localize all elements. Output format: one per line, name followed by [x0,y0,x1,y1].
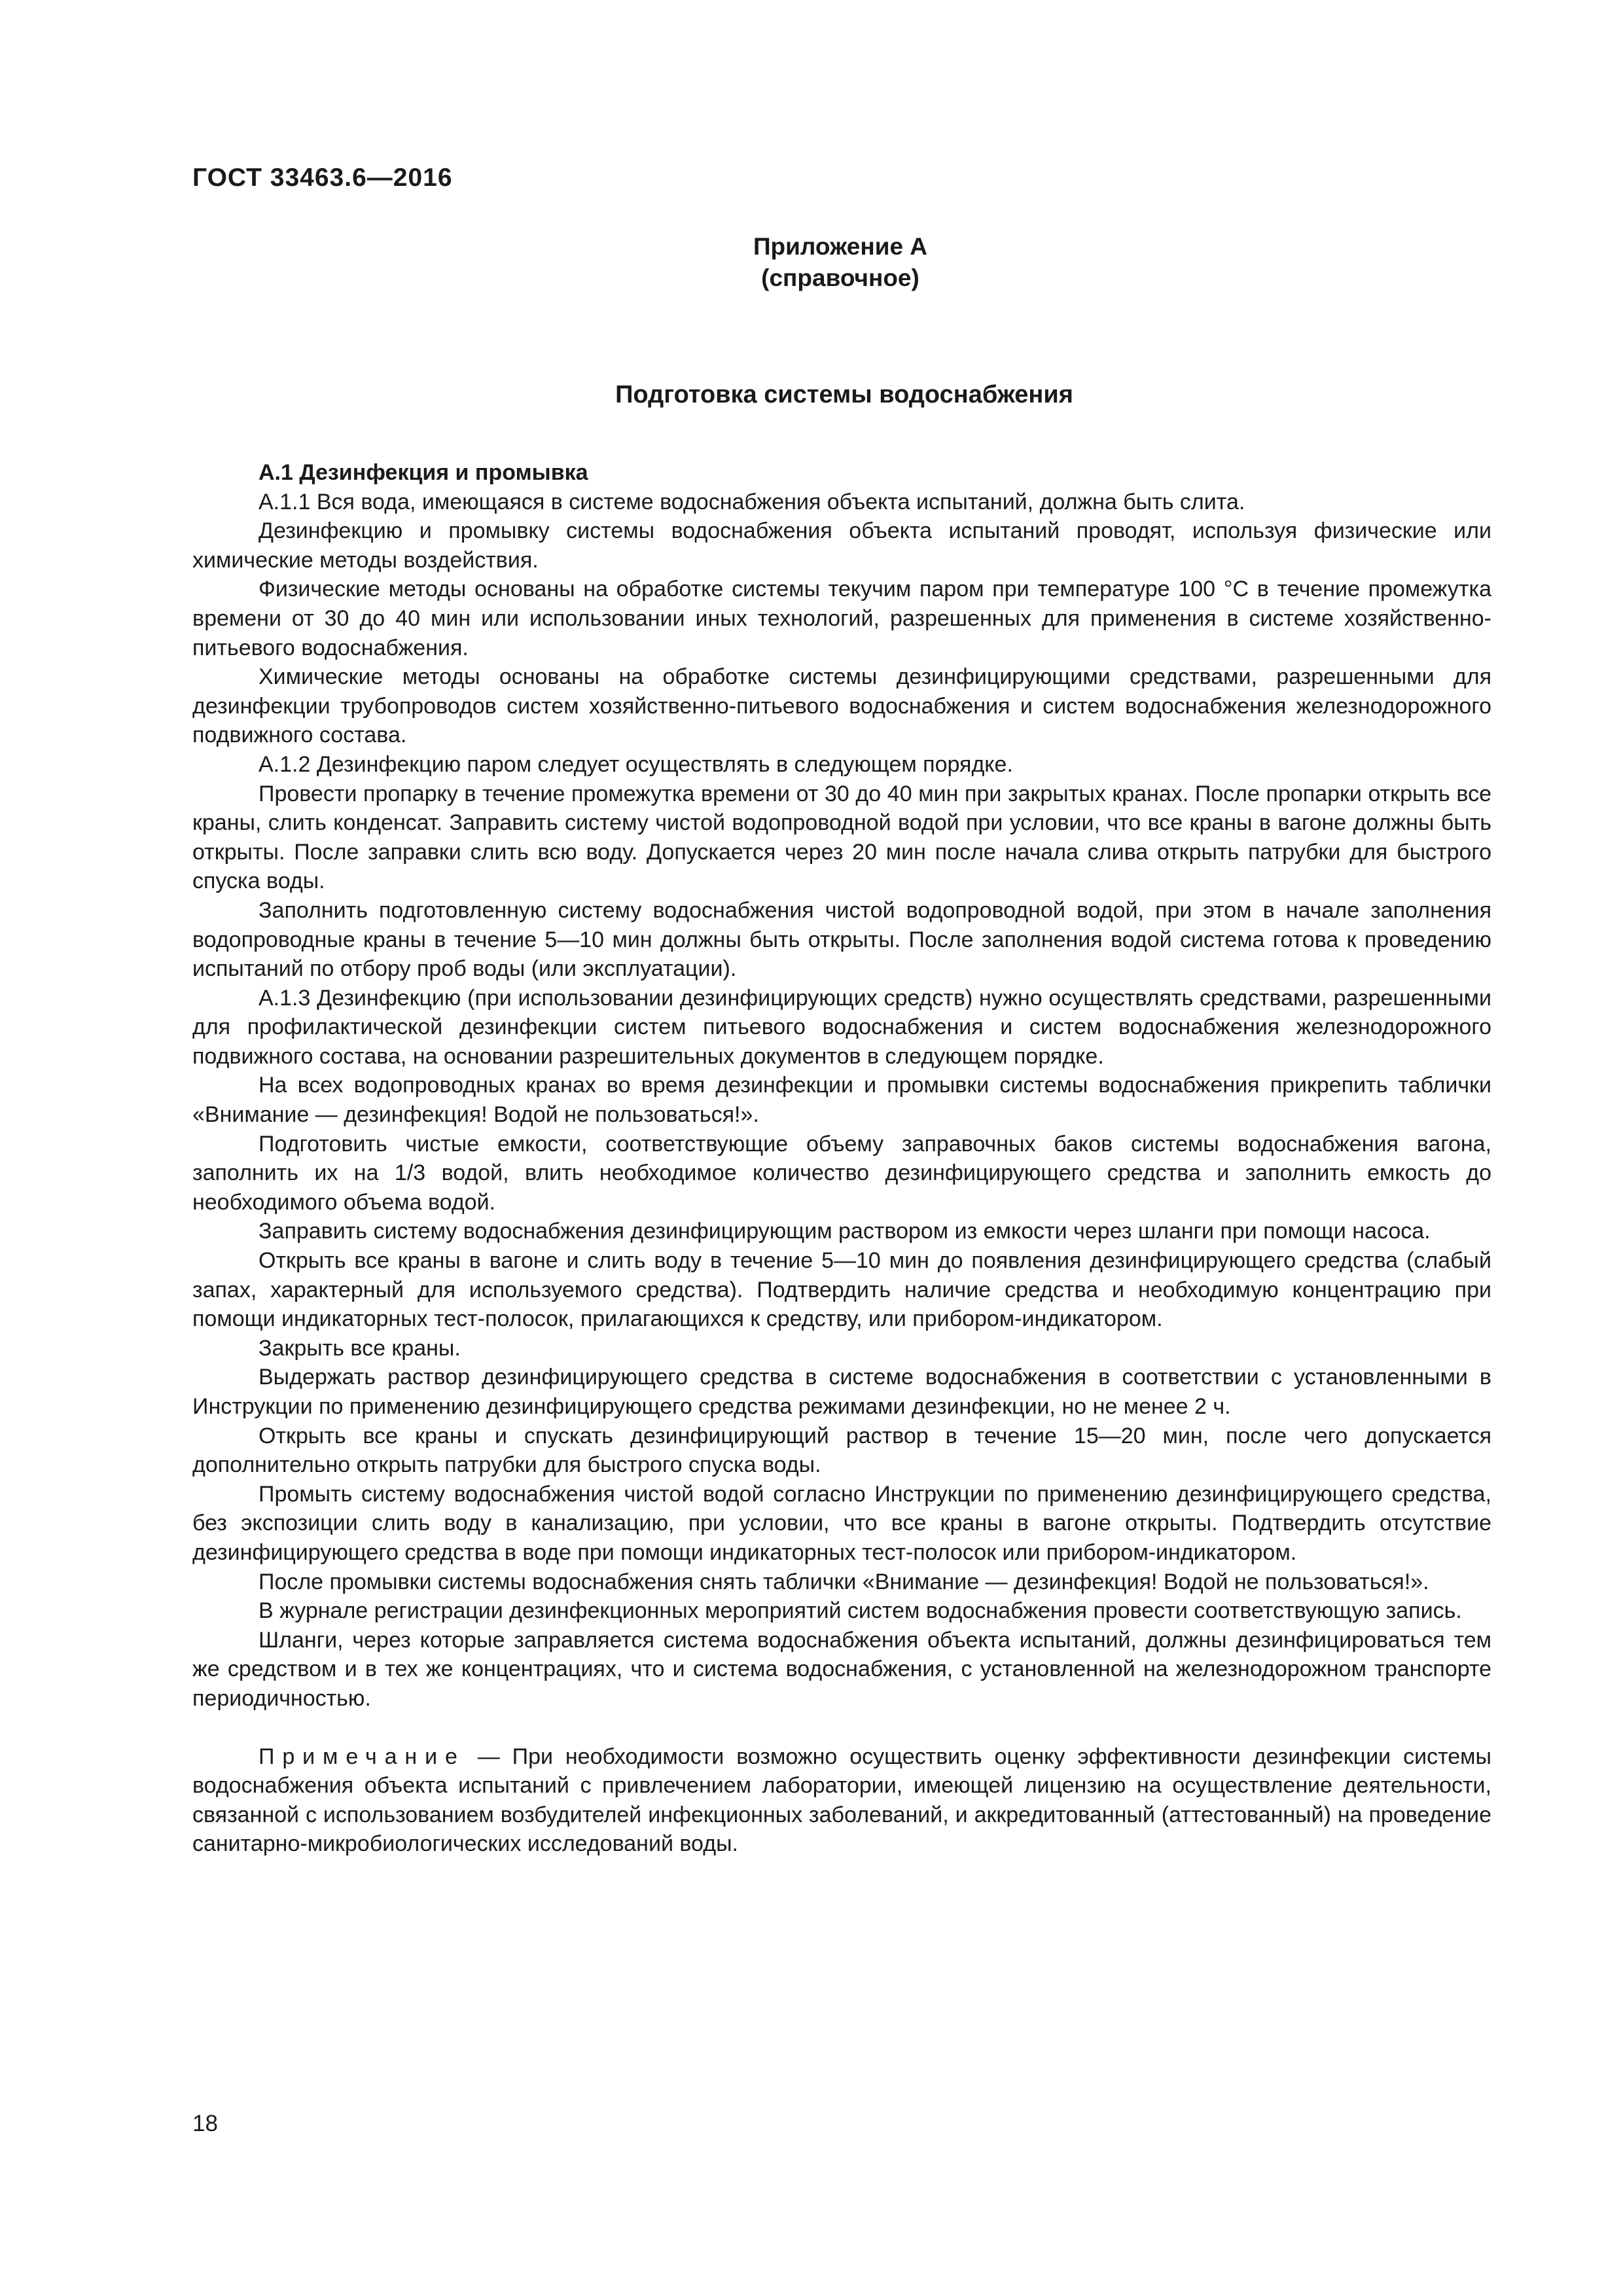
paragraph: А.1.2 Дезинфекцию паром следует осуществлять в следующем порядке. [259,751,1013,777]
paragraph: Заполнить подготовленную систему водоснабжения чистой водопроводной водой, при этом в начале заполнения водопроводные краны в течение 5—10 мин должны быть открыты. После заполнения водой система готова к проведению испытаний по отбору проб воды (или эксплуатации). [192,897,1491,982]
document-body [192,458,1491,1859]
note-label: Примечание [259,1744,465,1769]
paragraph: На всех водопроводных кранах во время дезинфекции и промывки системы водоснабжения прикрепить таблички «Внимание — дезинфекция! Водой не пользоваться!». [192,1073,1491,1128]
paragraph: Физические методы основаны на обработке системы текучим паром при температуре 100 °С в течение промежутка времени от 30 до 40 мин или использовании иных технологий, разрешенных для применения в системе хозяйственно-питьевого водоснабжения. [192,577,1491,660]
page-number: 18 [192,2111,218,2136]
paragraph: А.1.3 Дезинфекцию (при использовании дезинфицирующих средств) нужно осуществлять средствами, разрешенными для профилактической дезинфекции систем питьевого водоснабжения и систем водоснабжения железнодорожного подвижного состава, на основании разрешительных документов в следующем порядке. [192,985,1491,1069]
paragraph: Дезинфекцию и промывку системы водоснабжения объекта испытаний проводят, используя физические или химические методы воздействия. [192,518,1491,573]
paragraph: Провести пропарку в течение промежутка времени от 30 до 40 мин при закрытых кранах. После пропарки открыть все краны, слить конденсат. Заправить систему чистой водопроводной водой при условии, что все краны в вагоне должны быть открыты. После заправки слить всю воду. Допускается через 20 мин после начала слива открыть патрубки для быстрого спуска воды. [192,781,1491,894]
note [192,1742,1491,1859]
paragraph: Выдержать раствор дезинфицирующего средства в системе водоснабжения в соответствии с установленными в Инструкции по применению дезинфицирующего средства режимами дезинфекции, но не менее 2 ч. [192,1365,1491,1419]
note-text: — При необходимости возможно осуществить оценку эффективности дезинфекции системы водоснабжения объекта испытаний с привлечением лаборатории, имеющей лицензию на осуществление деятельности, связанной с использованием возбудителей инфекционных заболеваний, и аккредитованный (аттестованный) на проведение санитарно-микробиологических исследований воды. [192,1744,1491,1857]
paragraph: Промыть систему водоснабжения чистой водой согласно Инструкции по применению дезинфицирующего средства, без экспозиции слить воду в канализацию, при условии, что все краны в вагоне открыты. Подтвердить отсутствие дезинфицирующего средства в воде при помощи индикаторных тест-полосок или прибором-индикатором. [192,1481,1491,1565]
paragraph: Открыть все краны и спускать дезинфицирующий раствор в течение 15—20 мин, после чего допускается дополнительно открыть патрубки для быстрого спуска воды. [192,1423,1491,1478]
paragraph: Шланги, через которые заправляется система водоснабжения объекта испытаний, должны дезинфицироваться тем же средством и в тех же концентрациях, что и система водоснабжения, с установленной на железнодорожном транспорте периодичностью. [192,1627,1491,1711]
paragraph: В журнале регистрации дезинфекционных мероприятий систем водоснабжения провести соответствующую запись. [259,1598,1462,1624]
standard-header: ГОСТ 33463.6—2016 [192,164,453,192]
paragraph: Подготовить чистые емкости, соответствующие объему заправочных баков системы водоснабжения вагона, заполнить их на 1/3 водой, влить необходимое количество дезинфицирующего средства и заполнить емкость до необходимого объема водой. [192,1131,1491,1215]
paragraph: После промывки системы водоснабжения снять таблички «Внимание — дезинфекция! Водой не пользоваться!». [259,1569,1429,1594]
paragraph: Заправить систему водоснабжения дезинфицирующим раствором из емкости через шланги при помощи насоса. [259,1219,1431,1244]
annex-block [722,231,958,294]
paragraph: А.1.1 Вся вода, имеющаяся в системе водоснабжения объекта испытаний, должна быть слита. [259,489,1245,514]
paragraph: Закрыть все краны. [259,1335,461,1361]
page-title: Подготовка системы водоснабжения [615,381,1073,408]
paragraph: Открыть все краны в вагоне и слить воду в течение 5—10 мин до появления дезинфицирующего средства (слабый запах, характерный для используемого средства). Подтвердить наличие средства и необходимую концентрацию при помощи индикаторных тест-полосок, прилагающихся к средству, или прибором-индикатором. [192,1248,1491,1332]
annex-label: Приложение А [753,233,928,260]
paragraph: Химические методы основаны на обработке системы дезинфицирующими средствами, разрешенными для дезинфекции трубопроводов систем хозяйственно-питьевого водоснабжения и систем водоснабжения железнодорожного подвижного состава. [192,664,1491,748]
section-heading: А.1 Дезинфекция и промывка [259,460,588,485]
annex-status: (справочное) [761,264,919,291]
